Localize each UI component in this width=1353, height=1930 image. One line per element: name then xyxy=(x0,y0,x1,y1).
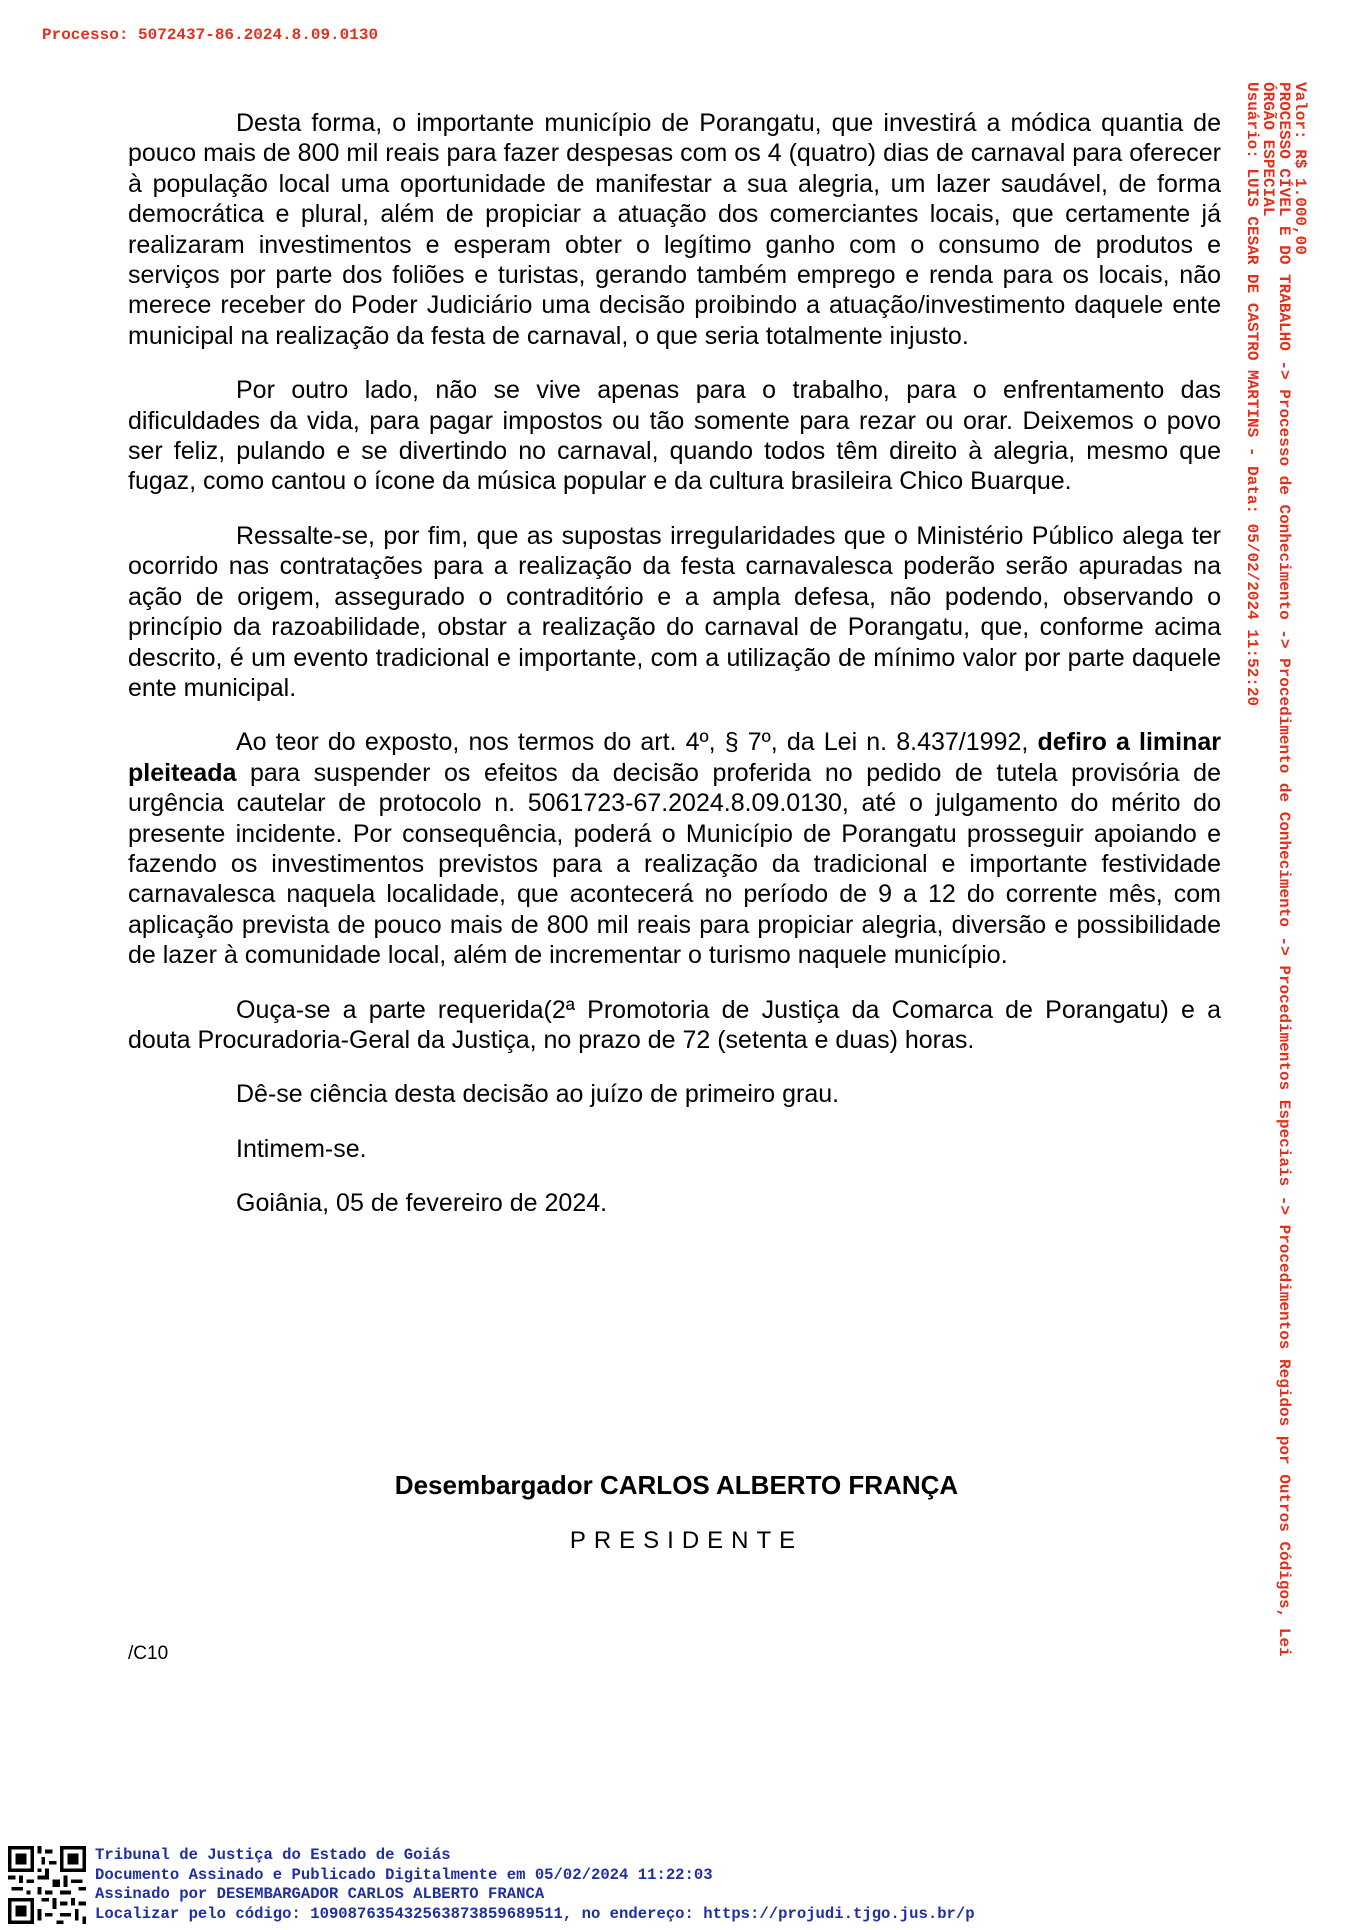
paragraph-8-date: Goiânia, 05 de fevereiro de 2024. xyxy=(236,1189,608,1218)
paragraph-2: Por outro lado, não se vive apenas para o trabalho, para o enfrentamento das dificuldades da vida, para pagar impostos ou tão somente para rezar ou orar. Deixemos o povo ser feliz, pulando e se divertindo no carnaval, quando todos têm direito à alegria, mesmo que fugaz, como cantou o ícone da música popular e da cultura brasileira Chico Buarque. xyxy=(128,376,1221,496)
paragraph-4 xyxy=(128,727,1221,970)
paragraph-4-bold: defiro a liminar pleiteada xyxy=(128,728,1222,787)
footer-locator[interactable]: Localizar pelo código: 109087635432563873859689511, no endereço: https://projudi.tjgo.jus.br/p xyxy=(95,1904,975,1923)
side-stamp-organ: ÓRGÃO ESPECIAL xyxy=(1259,82,1277,217)
reference-code: /C10 xyxy=(128,1643,169,1664)
signature-role: PRESIDENTE xyxy=(569,1527,804,1554)
side-stamp-path: PROCESSO CÍVEL E DO TRABALHO -> Processo de Conhecimento -> Procedimento de Conhecimento -> Procedimentos Especiais -> Procedimentos Regidos por Outros Códigos, Lei xyxy=(1275,82,1293,1657)
footer-text xyxy=(95,1846,975,1924)
paragraph-1: Desta forma, o importante município de Porangatu, que investirá a módica quantia de pouco mais de 800 mil reais para fazer despesas com os 4 (quatro) dias de carnaval para oferecer à população local uma oportunidade de manifestar a sua alegria, um lazer saudável, de forma democrática e plural, além de propiciar a atuação dos comerciantes locais, que certamente já realizaram investimentos e esperam obter o legítimo ganho com o consumo de produtos e serviços por parte dos foliões e turistas, gerando também emprego e renda para os locais, não merece receber do Poder Judiciário uma decisão proibindo a atuação/investimento daquele ente municipal na realização da festa de carnaval, o que seria totalmente injusto. xyxy=(128,109,1221,350)
footer-court: Tribunal de Justiça do Estado de Goiás xyxy=(95,1846,451,1864)
process-number: Processo: 5072437-86.2024.8.09.0130 xyxy=(42,26,379,44)
paragraph-4-pre: Ao teor do exposto, nos termos do art. 4º, § 7º, da Lei n. 8.437/1992, xyxy=(236,728,1038,757)
paragraph-5: Ouça-se a parte requerida(2ª Promotoria de Justiça da Comarca de Porangatu) e a douta Procuradoria-Geral da Justiça, no prazo de 72 (setenta e duas) horas. xyxy=(128,995,1221,1054)
paragraph-7: Intimem-se. xyxy=(236,1134,367,1163)
footer-signed-date: Documento Assinado e Publicado Digitalmente em 05/02/2024 11:22:03 xyxy=(95,1865,713,1884)
qr-code-icon[interactable] xyxy=(8,1846,86,1924)
document-body xyxy=(128,108,1221,1243)
paragraph-4-post: para suspender os efeitos da decisão proferida no pedido de tutela provisória de urgência cautelar de protocolo n. 5061723-67.2024.8.09.0130, até o julgamento do mérito do presente incidente. Por consequência, poderá o Município de Porangatu prosseguir apoiando e fazendo os investimentos previstos para a realização da tradicional e importante festividade carnavalesca naquela localidade, que acontecerá no período de 9 a 12 do corrente mês, com aplicação prevista de pouco mais de 800 mil reais para propiciar alegria, diversão e possibilidade de lazer à comunidade local, além de incrementar o turismo naquele município. xyxy=(128,758,1221,970)
signature-name: Desembargador CARLOS ALBERTO FRANÇA xyxy=(394,1470,959,1500)
side-stamp-user: Usuário: LUIS CESAR DE CASTRO MARTINS - Data: 05/02/2024 11:52:20 xyxy=(1243,82,1261,707)
side-stamp xyxy=(1244,82,1308,1657)
paragraph-3: Ressalte-se, por fim, que as supostas irregularidades que o Ministério Público alega ter ocorrido nas contratações para a realização da festa carnavalesca poderão serão apuradas na ação de origem, assegurado o contraditório e a ampla defesa, não podendo, observando o princípio da razoabilidade, obstar a realização do carnaval de Porangatu, que, conforme acima descrito, é um evento tradicional e importante, com a utilização de mínimo valor por parte daquele ente municipal. xyxy=(128,521,1221,702)
paragraph-6: Dê-se ciência desta decisão ao juízo de primeiro grau. xyxy=(236,1080,840,1109)
footer-signer: Assinado por DESEMBARGADOR CARLOS ALBERTO FRANCA xyxy=(95,1885,545,1904)
side-stamp-value: Valor: R$ 1.000,00 xyxy=(1291,82,1309,255)
